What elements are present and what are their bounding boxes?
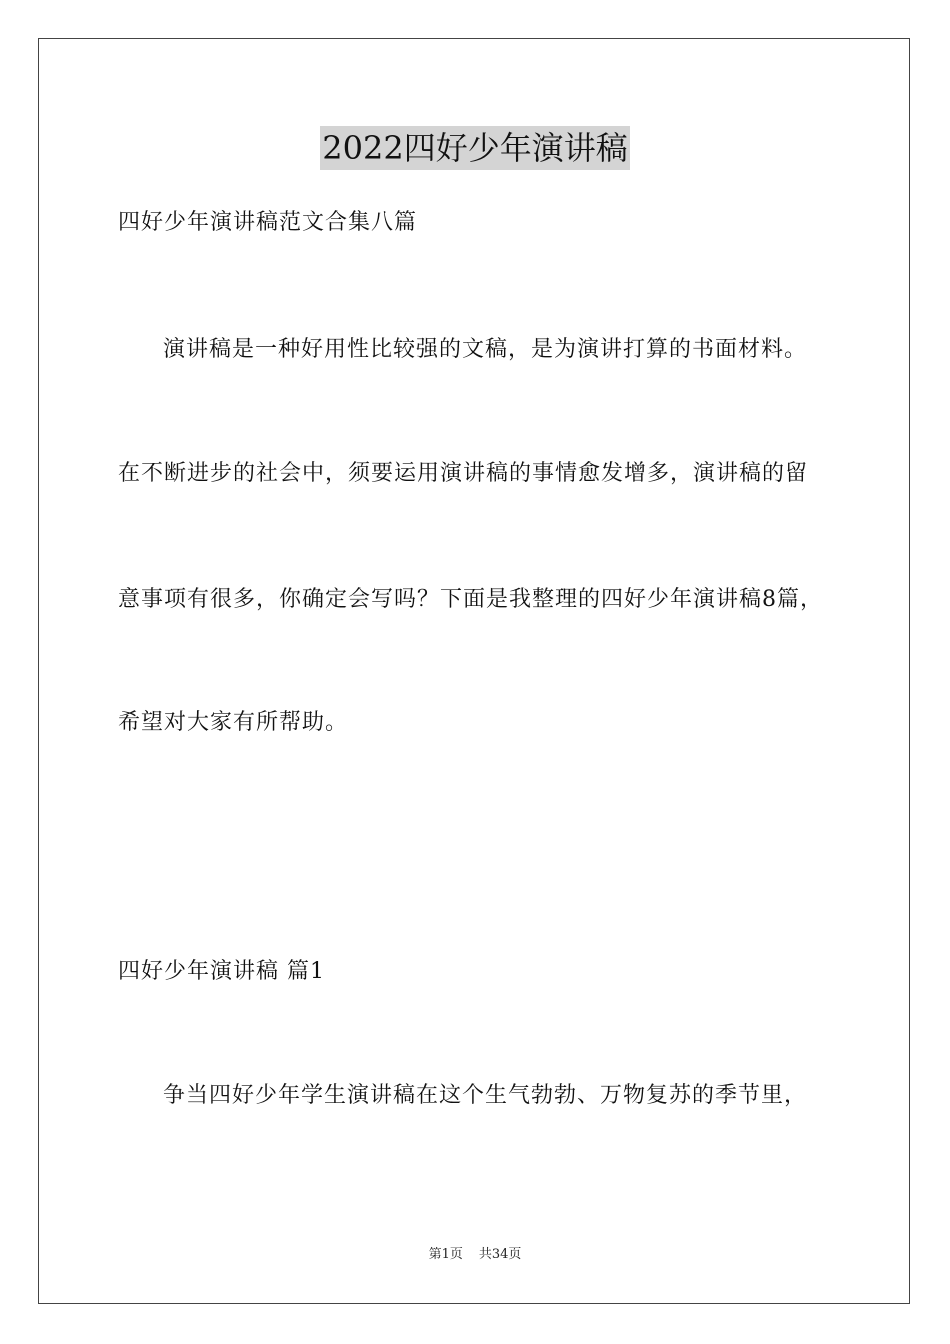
intro-paragraph-line: 希望对大家有所帮助。 [118, 710, 349, 735]
document-title: 2022四好少年演讲稿 [320, 126, 629, 170]
intro-paragraph-line: 在不断进步的社会中，须要运用演讲稿的事情愈发增多，演讲稿的留 [118, 461, 809, 486]
section-paragraph-line: 争当四好少年学生演讲稿在这个生气勃勃、万物复苏的季节里， [163, 1083, 808, 1108]
page-footer [0, 1246, 950, 1264]
intro-paragraph-line: 演讲稿是一种好用性比较强的文稿，是为演讲打算的书面材料。 [163, 337, 808, 362]
title-container [0, 126, 950, 170]
document-subtitle: 四好少年演讲稿范文合集八篇 [118, 210, 418, 235]
intro-paragraph-line: 意事项有很多，你确定会写吗？下面是我整理的四好少年演讲稿8篇， [118, 587, 823, 612]
page-total: 共34页 [478, 1247, 522, 1262]
section-heading: 四好少年演讲稿 篇1 [118, 959, 325, 984]
page-number: 第1页 [428, 1247, 463, 1262]
